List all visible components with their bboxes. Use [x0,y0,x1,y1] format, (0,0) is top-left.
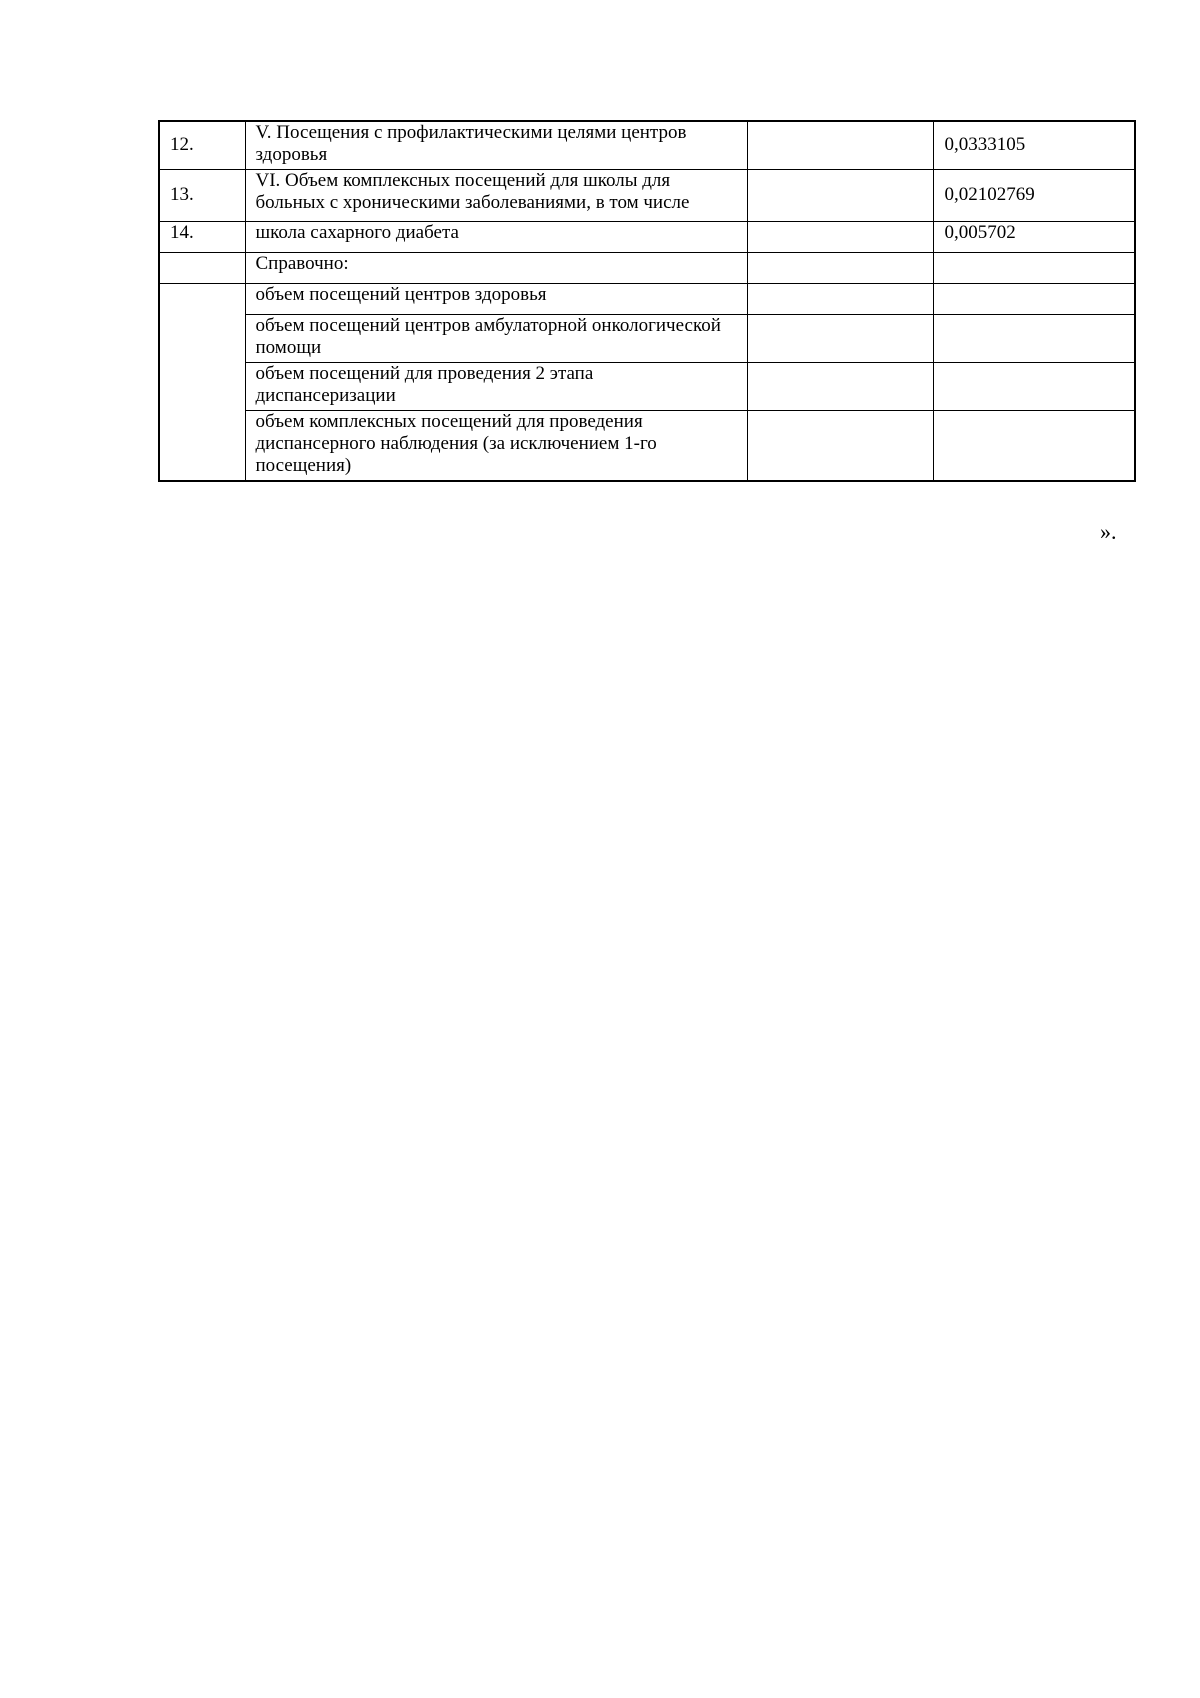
row-empty-cell [747,410,933,481]
row-name: V. Посещения с профилактическими целями центров здоровья [245,121,747,169]
row-empty-cell [747,252,933,283]
row-value [933,410,1135,481]
row-value: 0,02102769 [933,169,1135,221]
row-value: 0,0333105 [933,121,1135,169]
reference-item: объем посещений центров амбулаторной онкологической помощи [245,314,747,362]
data-table [158,120,1136,482]
row-number: 12. [159,121,245,169]
row-value [933,314,1135,362]
row-empty-cell [747,314,933,362]
reference-label: Справочно: [245,252,747,283]
row-value [933,283,1135,314]
row-value: 0,005702 [933,221,1135,252]
row-name: VI. Объем комплексных посещений для школы для больных с хроническими заболеваниями, в том числе [245,169,747,221]
table-row [159,169,1135,221]
row-number [159,252,245,283]
reference-item: объем посещений центров здоровья [245,283,747,314]
row-number: 14. [159,221,245,252]
row-value [933,362,1135,410]
reference-item: объем посещений для проведения 2 этапа диспансеризации [245,362,747,410]
table-row [159,410,1135,481]
table-row [159,314,1135,362]
row-value [933,252,1135,283]
row-empty-cell [747,283,933,314]
row-number: 13. [159,169,245,221]
table-row [159,283,1135,314]
table-row [159,362,1135,410]
row-empty-cell [747,121,933,169]
table-row [159,121,1135,169]
closing-quote-mark: ». [1100,519,1117,544]
row-empty-cell [747,169,933,221]
row-name: школа сахарного диабета [245,221,747,252]
table-row [159,221,1135,252]
table-row [159,252,1135,283]
row-empty-cell [747,362,933,410]
reference-item: объем комплексных посещений для проведения диспансерного наблюдения (за исключением 1-го посещения) [245,410,747,481]
reference-group-cell [159,283,245,481]
row-empty-cell [747,221,933,252]
